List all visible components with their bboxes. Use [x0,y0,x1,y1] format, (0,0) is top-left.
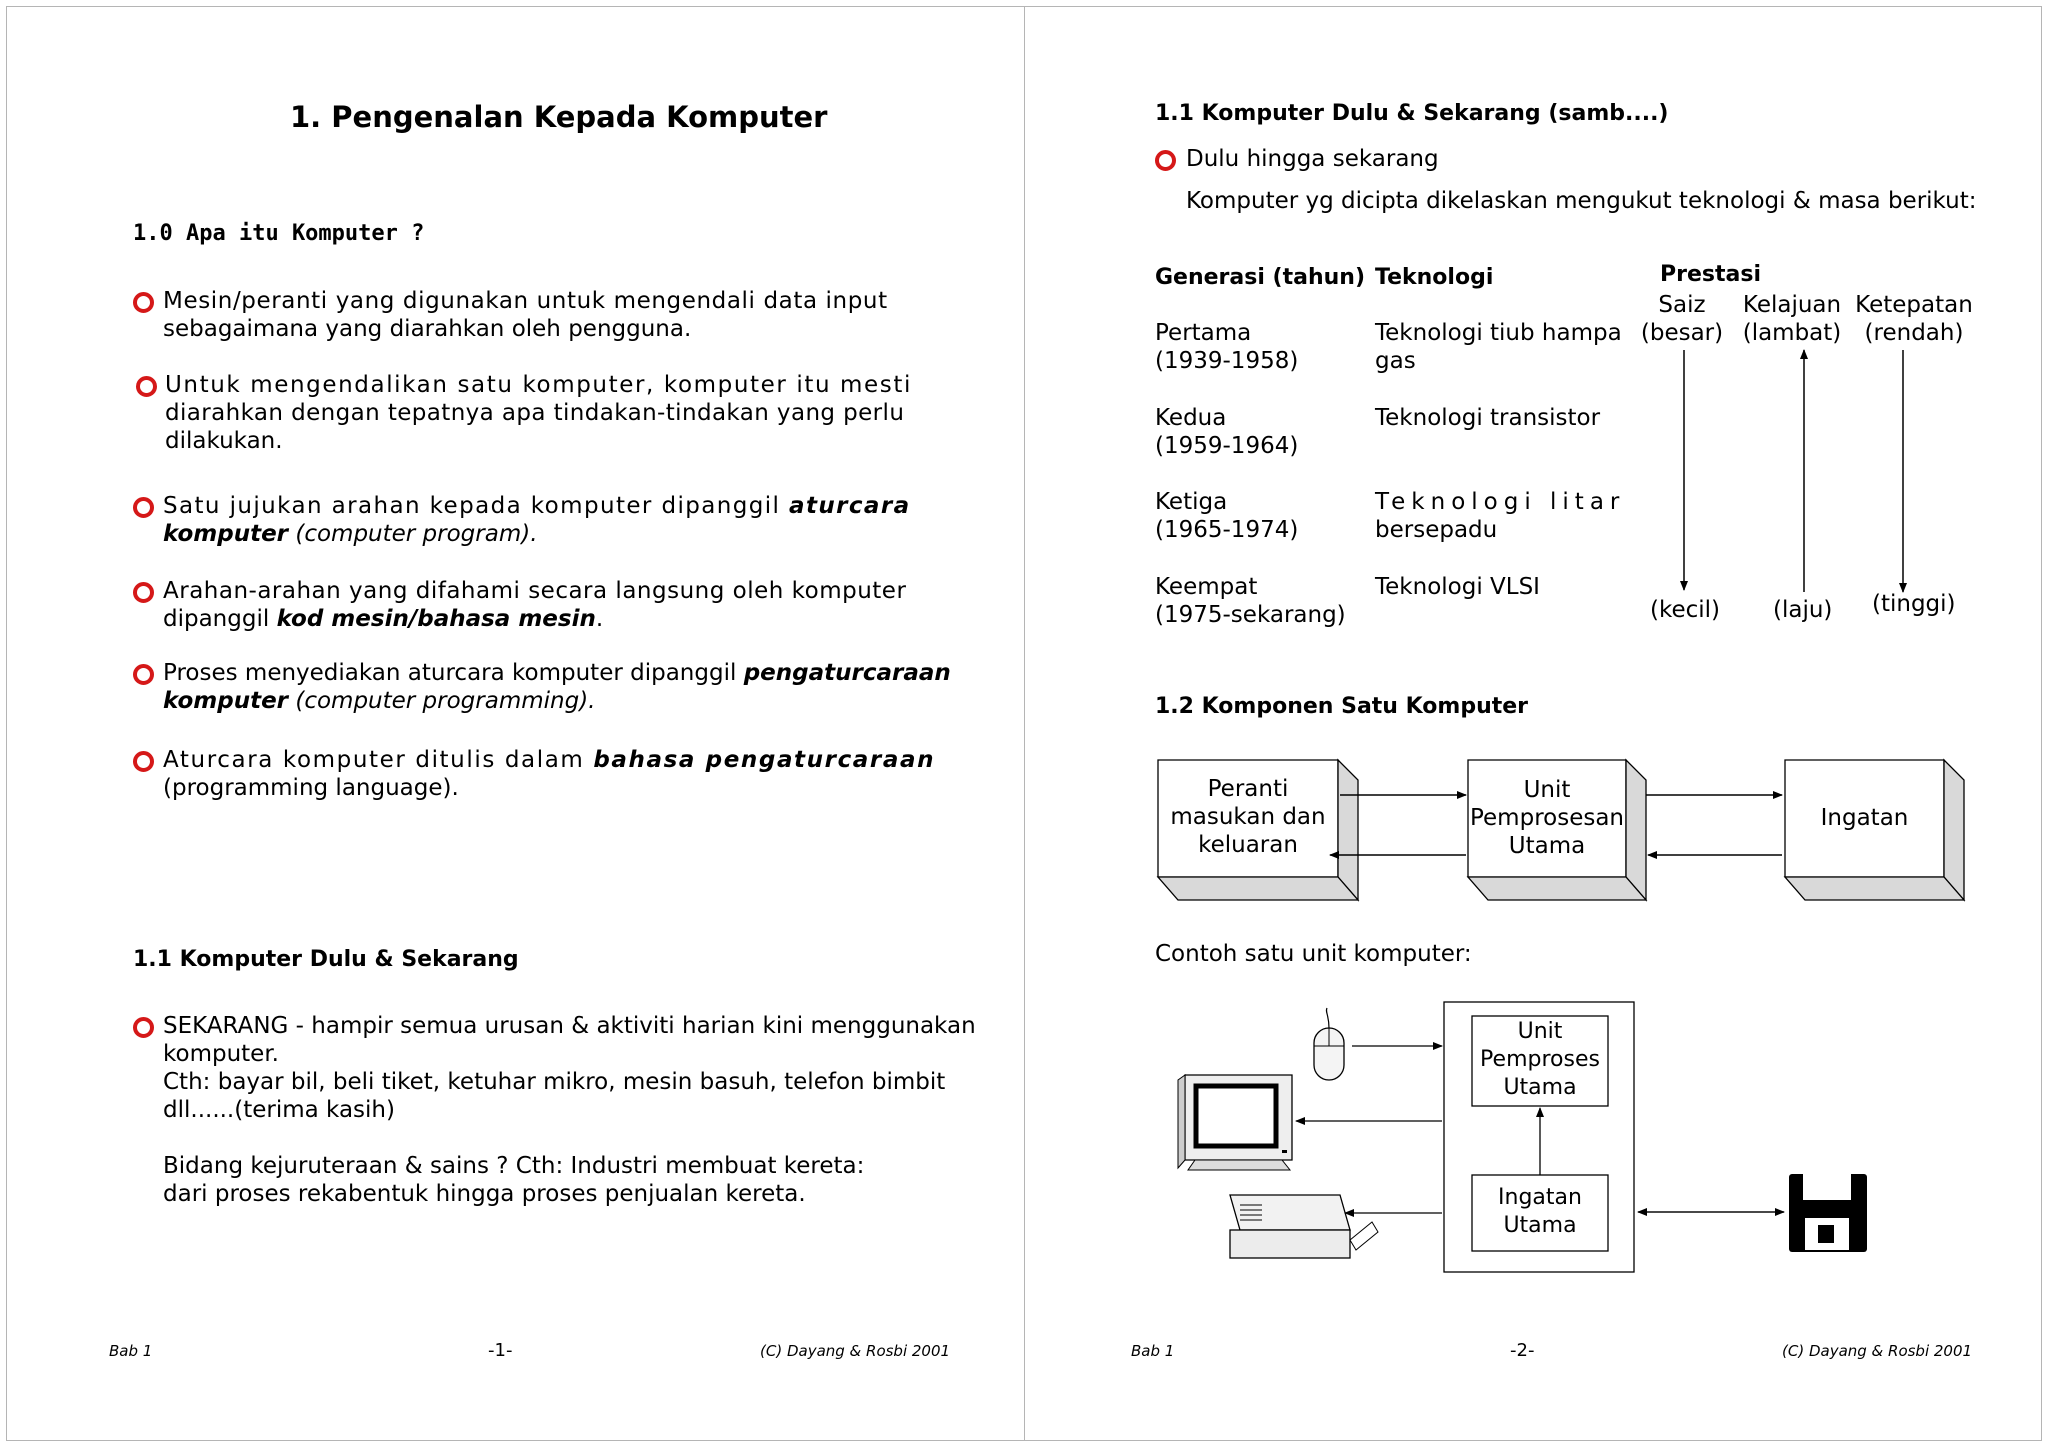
mouse-icon [1314,1008,1344,1080]
b4-tail: . [595,606,604,632]
metric-kelajuan-name: Kelajuan [1742,292,1842,318]
box-cpu-l2: Pemprosesan [1469,805,1624,831]
row4-tech-l1: Teknologi VLSI [1375,574,1540,600]
box-mem-l1: Ingatan [1820,805,1909,831]
sec11-line1: SEKARANG - hampir semua urusan & aktiviti harian kini menggunakan [163,1013,976,1039]
box-cpu-l3: Utama [1508,833,1586,859]
diagram-cpu-l2: Pemproses [1480,1047,1600,1072]
row1-tech-l2: gas [1375,348,1416,374]
b1-line1: Mesin/peranti yang digunakan untuk mengendali data input [163,288,888,314]
metric-saiz-top: (besar) [1640,320,1724,346]
sec11-line4: dll......(terima kasih) [163,1097,395,1123]
sec11-line3: Cth: bayar bil, beli tiket, ketuhar mikro, mesin basuh, telefon bimbit [163,1069,946,1095]
sec11-line6: dari proses rekabentuk hingga proses penjualan kereta. [163,1181,806,1207]
printer-icon [1230,1195,1378,1258]
b4-pre: dipanggil [163,606,270,632]
page2-footer-center: -2- [1510,1340,1535,1361]
diagram-mem-l1: Ingatan [1498,1185,1582,1210]
diagram-cpu-label [1472,1018,1608,1102]
b6-line2: (programming language). [163,775,459,801]
b5-text: Proses menyediakan aturcara komputer dipanggil [163,660,737,686]
sec11-title: 1.1 Komputer Dulu & Sekarang [133,947,519,972]
row4-gen-years: (1975-sekarang) [1155,602,1346,628]
b3-text: Satu jujukan arahan kepada komputer dipanggil [163,493,781,519]
row2-gen-years: (1959-1964) [1155,433,1299,459]
page1-title: 1. Pengenalan Kepada Komputer [290,100,828,134]
b5-term1: pengaturcaraan [743,660,951,686]
page1-footer-center: -1- [488,1340,513,1361]
row4-gen-name: Keempat [1155,574,1258,600]
metric-kelajuan-top: (lambat) [1742,320,1842,346]
box-io-label [1158,775,1338,859]
b2-line2: diarahkan dengan tepatnya apa tindakan-tindakan yang perlu [165,400,905,426]
b6-text: Aturcara komputer ditulis dalam [163,747,585,773]
row3-gen-years: (1965-1974) [1155,517,1299,543]
diagram-cpu-l1: Unit [1517,1019,1563,1044]
row2-gen-name: Kedua [1155,405,1227,431]
b4-line1: Arahan-arahan yang difahami secara langsung oleh komputer [163,578,907,604]
row1-gen-name: Pertama [1155,320,1252,346]
b5-term2: komputer [163,688,289,714]
diagram-mem-label [1472,1184,1608,1240]
diagram-cpu-l3: Utama [1503,1075,1577,1100]
col-prestasi: Prestasi [1660,262,1761,287]
sec11-line2: komputer. [163,1041,279,1067]
metric-ketepatan-top: (rendah) [1864,320,1964,346]
sec11-line5: Bidang kejuruteraan & sains ? Cth: Industri membuat kereta: [163,1153,865,1179]
b4-term: kod mesin/bahasa mesin [276,606,596,632]
page1-footer-right: (C) Dayang & Rosbi 2001 [760,1342,951,1360]
b5-tail: (computer programming). [295,688,596,714]
row1-gen-years: (1939-1958) [1155,348,1299,374]
row3-tech-l1: Teknologi litar [1375,489,1626,515]
b2-line1: Untuk mengendalikan satu komputer, komputer itu mesti [165,372,912,398]
b1-line2: sebagaimana yang diarahkan oleh pengguna. [163,316,692,342]
page2-footer-left: Bab 1 [1131,1342,1175,1360]
box-io-l1: Peranti [1207,776,1289,802]
box-cpu-l1: Unit [1523,777,1571,803]
box-mem-label [1785,804,1944,832]
b6-term: bahasa pengaturcaraan [593,747,936,773]
monitor-icon [1178,1075,1292,1170]
metric-kelajuan-bottom: (laju) [1773,597,1833,623]
row3-gen-name: Ketiga [1155,489,1228,515]
example-title: Contoh satu unit komputer: [1155,941,1472,967]
box-cpu-label [1468,776,1626,860]
row2-tech-l1: Teknologi transistor [1375,405,1601,431]
metric-saiz-name: Saiz [1658,292,1706,318]
page2-title: 1.1 Komputer Dulu & Sekarang (samb....) [1155,101,1669,126]
sec10-title: 1.0 Apa itu Komputer ? [133,221,425,246]
col-generasi: Generasi (tahun) [1155,265,1366,290]
page1-footer-left: Bab 1 [109,1342,153,1360]
metric-ketepatan-bottom: (tinggi) [1872,591,1956,617]
b2-line3: dilakukan. [165,428,283,454]
page2-intro: Komputer yg dicipta dikelaskan mengukut teknologi & masa berikut: [1186,188,1977,214]
b3-tail: (computer program). [295,521,538,547]
diagram-mem-l2: Utama [1503,1213,1577,1238]
floppy-disk-icon [1789,1174,1867,1252]
metric-saiz-bottom: (kecil) [1650,597,1721,623]
page2-bullet: Dulu hingga sekarang [1186,146,1439,172]
row1-tech-l1: Teknologi tiub hampa [1375,320,1622,346]
page2-footer-right: (C) Dayang & Rosbi 2001 [1782,1342,1973,1360]
col-teknologi: Teknologi [1375,265,1494,290]
b3-term2: komputer [163,521,289,547]
row3-tech-l2: bersepadu [1375,517,1498,543]
b3-term1: aturcara [789,493,911,519]
box-io-l3: keluaran [1198,832,1298,858]
sec12-title: 1.2 Komponen Satu Komputer [1155,694,1529,719]
metric-ketepatan-name: Ketepatan [1855,292,1973,318]
box-io-l2: masukan dan [1170,804,1326,830]
